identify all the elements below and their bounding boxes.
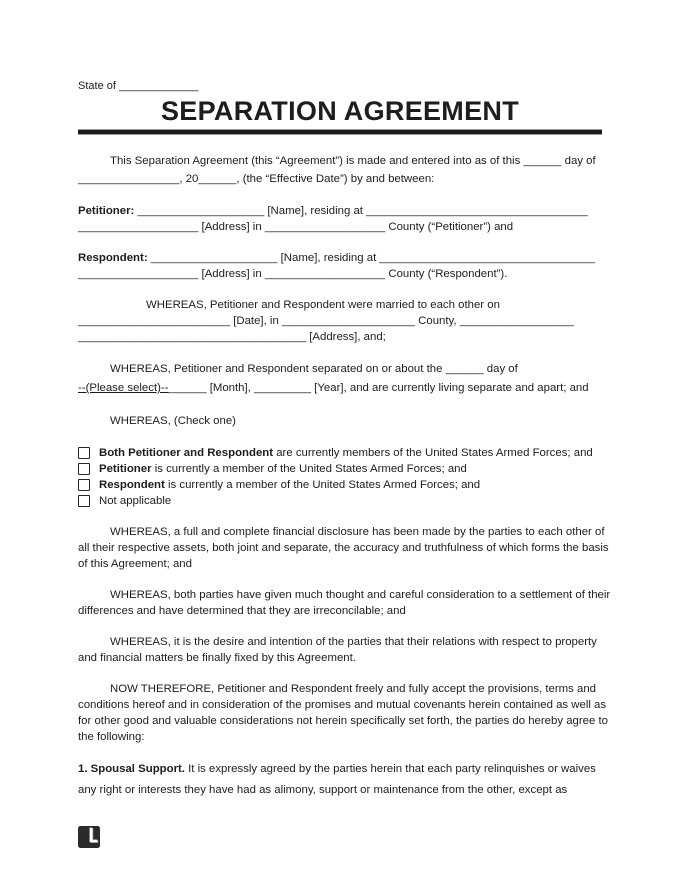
text-line: This Separation Agreement (this “Agreement”) is made and entered into as of this ______ day of [110, 155, 596, 167]
financial-disclosure-paragraph [78, 524, 609, 572]
text-line: of this Agreement; and [78, 558, 192, 570]
military-status-checklist [78, 445, 602, 509]
marriage-whereas-paragraph [78, 297, 602, 345]
check-one-heading [78, 413, 602, 429]
text-line: any right or interests they have had as alimony, support or maintenance from the other, except as [78, 784, 568, 796]
state-blank-field[interactable]: _____________ [118, 80, 199, 92]
text-line: for other good and valuable considerations not herein specifically set forth, the parties do hereby agree to [78, 715, 608, 727]
text-line: differences and have determined that they are irreconcilable; and [78, 605, 406, 617]
intro-paragraph [78, 152, 602, 188]
text-line: WHEREAS, both parties have given much thought and careful consideration to a settlement of their [110, 589, 611, 601]
text-line: WHEREAS, (Check one) [110, 415, 236, 427]
text-line: WHEREAS, a full and complete financial disclosure has been made by the parties to each other of [110, 526, 605, 538]
checkbox-label: Petitioner is currently a member of the United States Armed Forces; and [99, 463, 467, 475]
checkbox-label: Both Petitioner and Respondent are currently members of the United States Armed Forces; and [99, 447, 593, 459]
title-divider [78, 129, 602, 135]
text-line: WHEREAS, it is the desire and intention of the parties that their relations with respect to property [110, 636, 597, 648]
intentions-paragraph [78, 634, 602, 666]
text-line: ____________________________________ [Address], and; [78, 331, 386, 343]
checkbox[interactable] [78, 479, 90, 491]
checkbox[interactable] [78, 447, 90, 459]
respondent-paragraph [78, 250, 602, 282]
text-line: Petitioner: ____________________ [Name], residing at ___________________________________ [78, 205, 588, 217]
checkbox[interactable] [78, 463, 90, 475]
text-line: ________________________ [Date], in _____________________ County, __________________ [78, 315, 574, 327]
checkbox[interactable] [78, 495, 90, 507]
text-line: ___________________ [Address] in ___________________ County (“Respondent”). [78, 268, 508, 280]
irreconcilable-paragraph [78, 587, 611, 619]
state-of-line: State of _____________ [78, 80, 199, 92]
text-line: conditions hereof and in consideration of the promises and mutual covenants herein contained as well as [78, 699, 607, 711]
document-content [78, 80, 611, 848]
petitioner-paragraph [78, 203, 602, 235]
legal-templates-logo-icon [78, 826, 100, 848]
month-select-dropdown[interactable]: --(Please select)-- [78, 382, 169, 394]
military-status-option [78, 461, 602, 477]
spousal-support-paragraph [78, 759, 602, 801]
checkbox-label: Respondent is currently a member of the United States Armed Forces; and [99, 479, 481, 491]
text-line: NOW THEREFORE, Petitioner and Respondent freely and fully accept the provisions, terms and [110, 683, 597, 695]
text-line: ___________________ [Address] in ___________________ County (“Petitioner”) and [78, 221, 514, 233]
document-title: SEPARATION AGREEMENT [160, 96, 519, 126]
text-line: all their respective assets, both joint and separate, the accuracy and truthfulness of which forms the basis [78, 542, 609, 554]
text-line: ________________, 20______, (the “Effective Date”) by and between: [78, 173, 435, 185]
military-status-option [78, 445, 602, 461]
military-status-option [78, 477, 602, 493]
text-line: and financial matters be finally fixed by this Agreement. [78, 652, 356, 664]
text-line: the following: [78, 731, 145, 743]
text-line: Respondent: ____________________ [Name], residing at __________________________________ [78, 252, 595, 264]
text-line: WHEREAS, Petitioner and Respondent were married to each other on [146, 299, 500, 311]
text-line: 1. Spousal Support. It is expressly agreed by the parties herein that each party relinquishes or waives [78, 763, 596, 775]
separation-whereas-paragraph [78, 360, 602, 398]
text-line: WHEREAS, Petitioner and Respondent separated on or about the ______ day of [110, 363, 518, 375]
text-line: --(Please select)--______ [Month], _________ [Year], and are currently living separate and apart; and [78, 382, 589, 394]
military-status-option [78, 493, 602, 509]
checkbox-label: Not applicable [99, 495, 172, 507]
now-therefore-paragraph [78, 681, 608, 745]
